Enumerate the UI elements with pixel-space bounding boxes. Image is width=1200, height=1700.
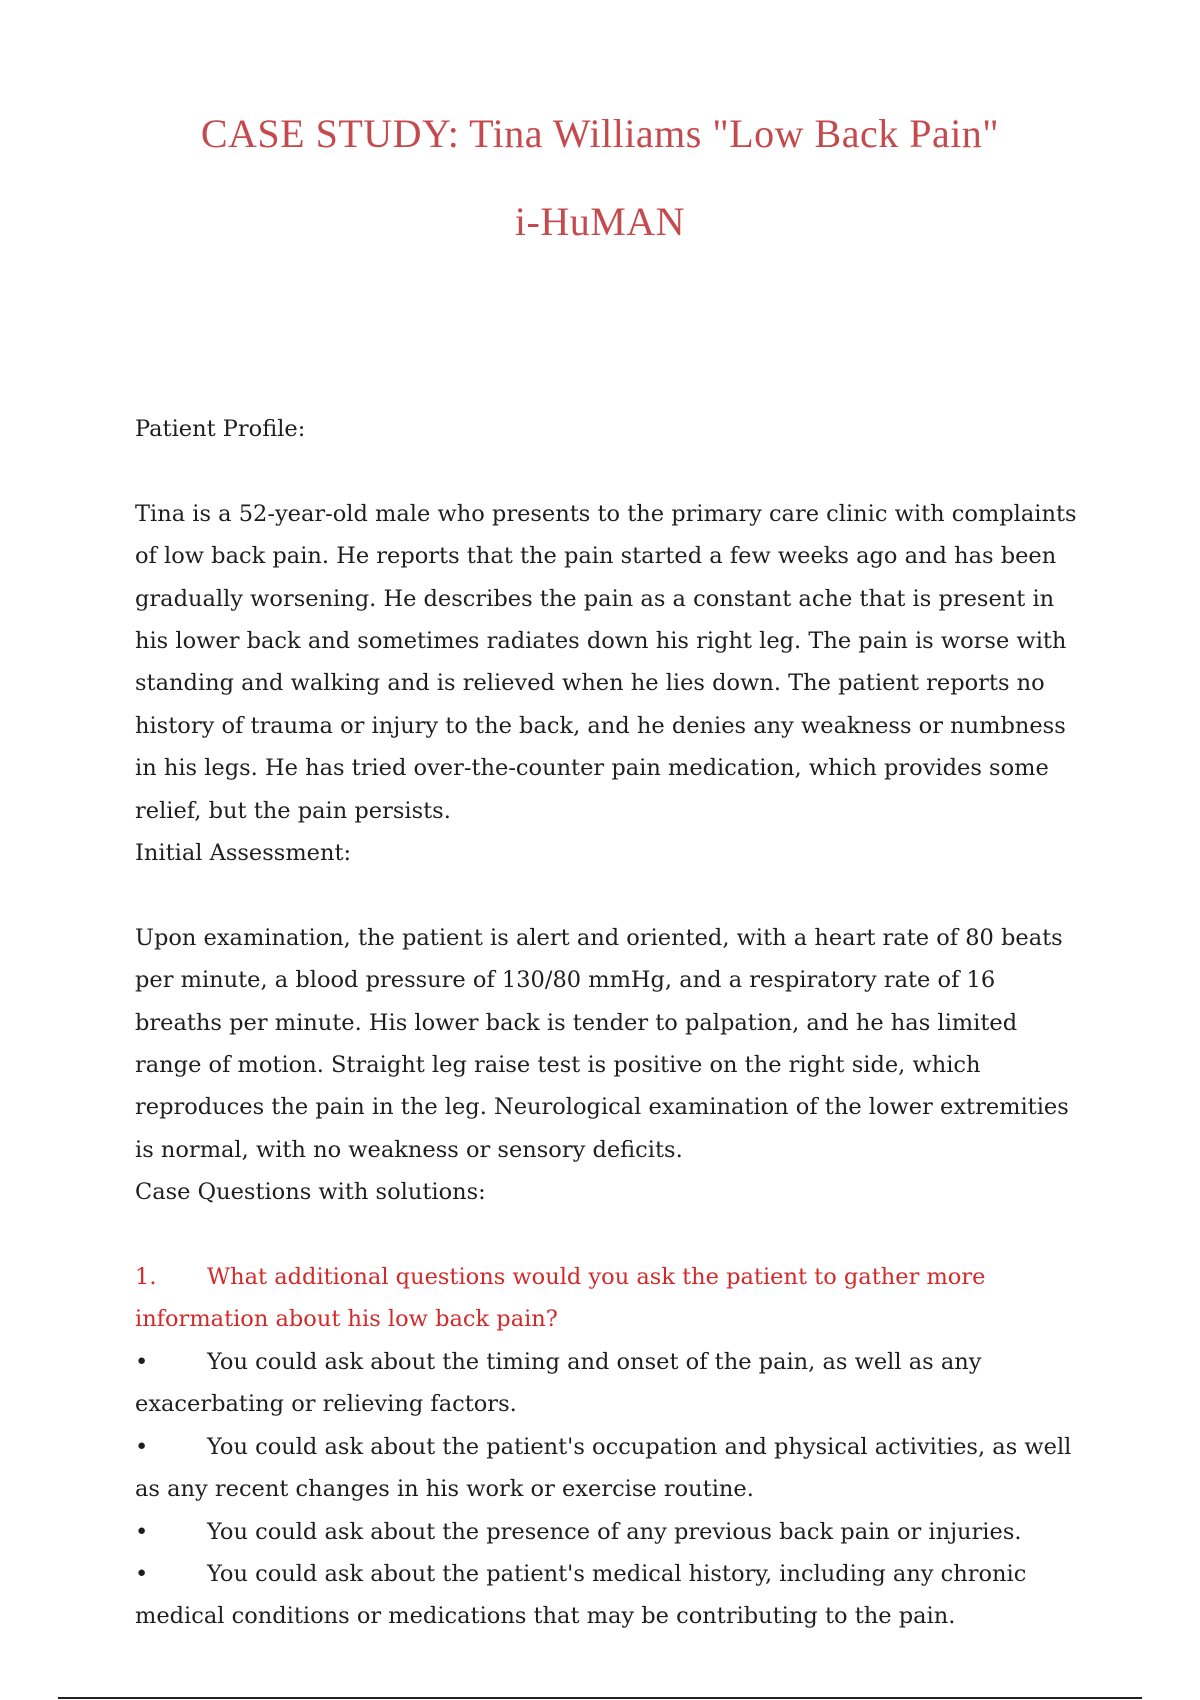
spacer bbox=[135, 1214, 1080, 1256]
initial-assessment-heading: Initial Assessment: bbox=[135, 840, 352, 867]
answer-text: You could ask about the patient's medical history, including any chronic medical conditions or medications that may be contributing to the pain. bbox=[135, 1560, 1027, 1630]
case-questions-heading: Case Questions with solutions: bbox=[135, 1179, 486, 1206]
answer-bullet bbox=[135, 1426, 1080, 1511]
answer-bullet bbox=[135, 1511, 1080, 1553]
bullet-icon: • bbox=[135, 1348, 149, 1375]
document-subtitle: i-HuMAN bbox=[514, 199, 686, 244]
document-body bbox=[135, 408, 1080, 1638]
patient-profile-paragraph: Tina is a 52-year-old male who presents to the primary care clinic with complaints of low back pain. He reports that the pain started a few weeks ago and has been gradually worsening. He describes the pain as a constant ache that is present in his lower back and sometimes radiates down his right leg. The pain is worse with standing and walking and is relieved when he lies down. The patient reports no history of trauma or injury to the back, and he denies any weakness or numbness in his legs. He has tried over-the-counter pain medication, which provides some relief, but the pain persists. bbox=[135, 500, 1077, 824]
document-title: CASE STUDY: Tina Williams "Low Back Pain" bbox=[200, 111, 1000, 156]
initial-assessment-paragraph: Upon examination, the patient is alert and oriented, with a heart rate of 80 beats per minute, a blood pressure of 130/80 mmHg, and a respiratory rate of 16 breaths per minute. His lower back is tender to palpation, and he has limited range of motion. Straight leg raise test is positive on the right side, which reproduces the pain in the leg. Neurological examination of the lower extremities is normal, with no weakness or sensory deficits. bbox=[135, 924, 1069, 1163]
question-text: What additional questions would you ask the patient to gather more information about his low back pain? bbox=[135, 1264, 986, 1333]
answer-text: You could ask about the timing and onset of the pain, as well as any exacerbating or relieving factors. bbox=[135, 1348, 982, 1418]
page-bottom-rule bbox=[58, 1697, 1142, 1699]
answer-bullet bbox=[135, 1553, 1080, 1638]
answer-text: You could ask about the patient's occupation and physical activities, as well as any recent changes in his work or exercise routine. bbox=[135, 1433, 1072, 1503]
spacer bbox=[135, 874, 1080, 916]
answer-text: You could ask about the presence of any previous back pain or injuries. bbox=[207, 1518, 1022, 1545]
patient-profile-heading: Patient Profile: bbox=[135, 416, 306, 442]
answer-bullet bbox=[135, 1341, 1080, 1426]
bullet-icon: • bbox=[135, 1518, 149, 1545]
question-number: 1. bbox=[135, 1264, 157, 1291]
question-1 bbox=[135, 1256, 1080, 1341]
bullet-icon: • bbox=[135, 1560, 149, 1587]
spacer bbox=[135, 450, 1080, 492]
bullet-icon: • bbox=[135, 1433, 149, 1460]
